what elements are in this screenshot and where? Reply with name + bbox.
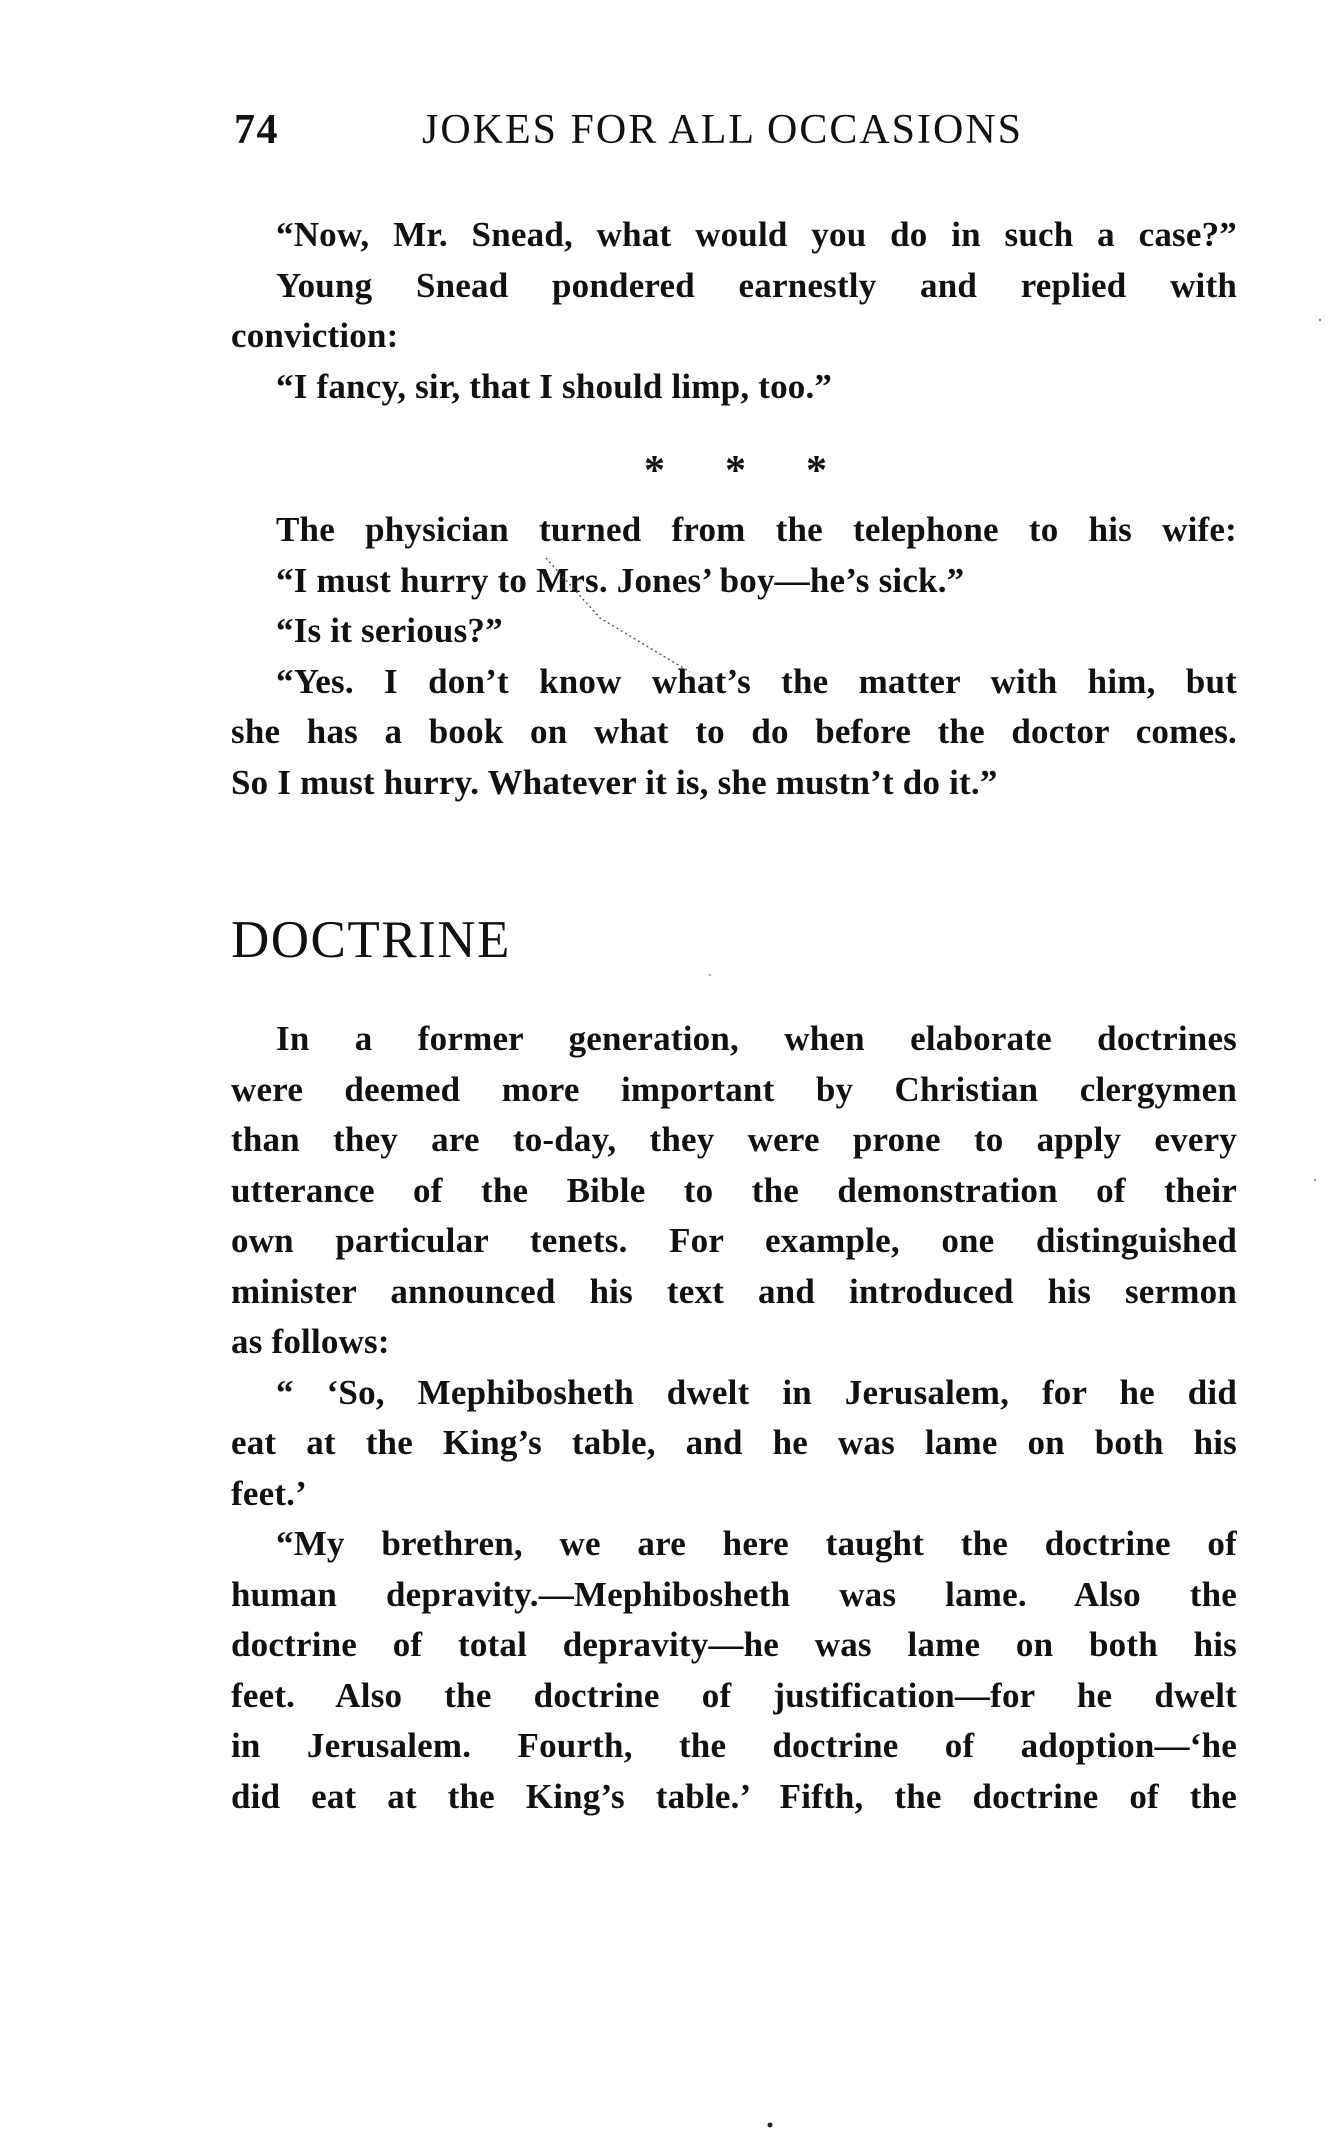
text-line: as follows: <box>231 1322 390 1361</box>
separator-star: * <box>725 448 746 494</box>
text-line: in Jerusalem. Fourth, the doctrine of adoption—‘he <box>231 1726 1237 1765</box>
text-line: than they are to-day, they were prone to apply every <box>231 1120 1237 1159</box>
text-line: eat at the King’s table, and he was lame on both his <box>231 1423 1237 1462</box>
text-line: “I fancy, sir, that I should limp, too.” <box>276 366 833 406</box>
text-line: “I must hurry to Mrs. Jones’ boy—he’s sick.” <box>276 560 965 600</box>
text-line: feet.’ <box>231 1473 307 1513</box>
text-line: were deemed more important by Christian clergymen <box>231 1069 1237 1109</box>
running-title: JOKES FOR ALL OCCASIONS <box>422 107 1024 153</box>
text-line: she has a book on what to do before the doctor comes. <box>231 712 1237 751</box>
text-line: feet. Also the doctrine of justification—for he dwelt <box>231 1675 1237 1715</box>
separator-star: * <box>644 448 665 494</box>
text-line: doctrine of total depravity—he was lame on both his <box>231 1625 1237 1664</box>
text-line: own particular tenets. For example, one distinguished <box>231 1221 1237 1260</box>
text-line: utterance of the Bible to the demonstration of their <box>231 1170 1237 1210</box>
text-line: did eat at the King’s table.’ Fifth, the doctrine of the <box>231 1776 1237 1816</box>
pencil-mark <box>546 558 690 672</box>
scan-speck <box>1319 319 1321 321</box>
separator-star: * <box>806 448 827 494</box>
text-line: “Is it serious?” <box>276 611 503 650</box>
scan-speck <box>1314 1179 1316 1181</box>
text-line: “ ‘So, Mephibosheth dwelt in Jerusalem, for he did <box>276 1372 1237 1412</box>
text-line: “My brethren, we are here taught the doctrine of <box>276 1524 1237 1563</box>
page-number: 74 <box>234 107 279 153</box>
text-line: minister announced his text and introduced his sermon <box>231 1271 1237 1311</box>
text-line: In a former generation, when elaborate doctrines <box>276 1019 1237 1058</box>
text-line: Young Snead pondered earnestly and replied with <box>276 265 1237 305</box>
text-line: conviction: <box>231 316 399 355</box>
section-heading: DOCTRINE <box>231 911 511 969</box>
text-line: human depravity.—Mephibosheth was lame. Also the <box>231 1574 1237 1614</box>
text-line: So I must hurry. Whatever it is, she mustn’t do it.” <box>231 762 998 802</box>
text-line: The physician turned from the telephone to his wife: <box>276 510 1237 549</box>
text-line: “Now, Mr. Snead, what would you do in such a case?” <box>276 215 1237 254</box>
scan-speck <box>709 974 711 976</box>
scan-speck <box>768 2123 773 2128</box>
text-line: “Yes. I don’t know what’s the matter with him, but <box>276 661 1237 701</box>
